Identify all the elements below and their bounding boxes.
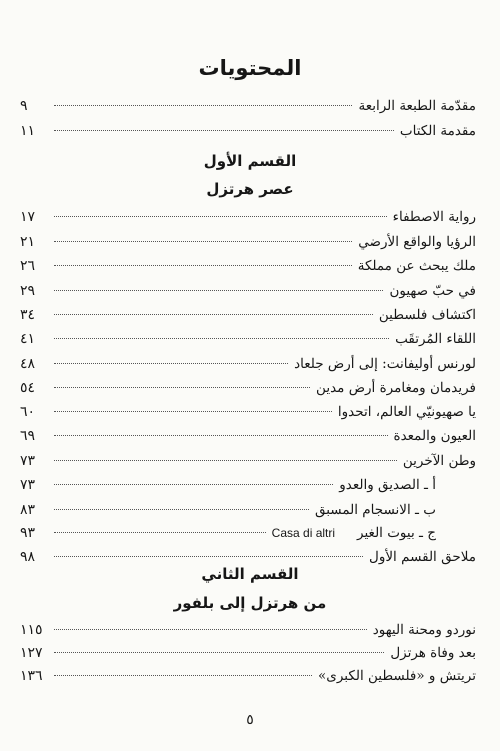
dot-leader [54, 216, 387, 217]
toc-entry [20, 232, 476, 252]
dot-leader [54, 411, 332, 412]
page-title: المحتويات [198, 56, 302, 80]
dot-leader [54, 290, 383, 291]
toc-entry [20, 643, 476, 663]
toc-entry-page: ٤٨ [20, 356, 36, 372]
dot-leader [54, 130, 394, 131]
dot-leader [54, 387, 310, 388]
toc-entry-label: اللقاء المُرتقَب [395, 331, 476, 347]
toc-entry-page: ٨٣ [20, 502, 36, 518]
toc-entry [20, 620, 476, 640]
dot-leader [54, 265, 352, 266]
page-number: ٥ [246, 712, 254, 728]
toc-entry-label: فريدمان ومغامرة أرض مدين [316, 380, 476, 396]
toc-entry [20, 426, 476, 446]
toc-entry-label: لورنس أوليفانت: إلى أرض جلعاد [294, 356, 476, 372]
toc-entry [20, 329, 476, 349]
toc-entry-page: ١٣٦ [20, 668, 43, 684]
dot-leader [54, 556, 363, 557]
toc-entry-label: مقدمة الكتاب [399, 123, 476, 139]
dot-leader [54, 338, 389, 339]
dot-leader [54, 629, 367, 630]
toc-entry-label: ملك يبحث عن مملكة [357, 258, 476, 274]
toc-entry-label: نوردو ومحنة اليهود [372, 622, 476, 638]
toc-entry-page: ١٧ [20, 209, 36, 225]
toc-entry-label: اكتشاف فلسطين [378, 307, 476, 323]
toc-subentry [20, 500, 476, 520]
toc-entry-page: ١١ [20, 123, 36, 139]
dot-leader [54, 363, 288, 364]
toc-entry-label: ج ـ بيوت الغير [357, 525, 436, 541]
toc-entry-page: ٩ [20, 98, 28, 114]
toc-entry [20, 96, 476, 116]
toc-entry [20, 547, 476, 567]
toc-entry-page: ٩٨ [20, 549, 36, 565]
dot-leader [54, 241, 352, 242]
toc-entry-page: ٢٩ [20, 283, 36, 299]
toc-entry-page: ٢١ [20, 234, 36, 250]
toc-entry [20, 402, 476, 422]
dot-leader [54, 460, 397, 461]
dot-leader [54, 652, 384, 653]
dot-leader [54, 532, 266, 533]
toc-entry-label: ملاحق القسم الأول [369, 549, 476, 565]
toc-entry [20, 281, 476, 301]
dot-leader [54, 105, 352, 106]
toc-entry-page: ٦٠ [20, 404, 36, 420]
toc-entry-label: ب ـ الانسجام المسبق [314, 502, 436, 518]
toc-entry-page: ٧٣ [20, 453, 36, 469]
dot-leader [54, 675, 312, 676]
toc-entry-latin-label: Casa di altri [271, 526, 336, 540]
toc-entry [20, 451, 476, 471]
toc-entry-page: ٦٩ [20, 428, 36, 444]
toc-entry-label: في حبّ صهيون [389, 283, 476, 299]
toc-entry [20, 256, 476, 276]
toc-subentry [20, 475, 476, 495]
toc-entry-page: ٥٤ [20, 380, 36, 396]
toc-entry [20, 207, 476, 227]
part-heading: القسم الثاني [201, 565, 299, 583]
toc-entry-label: بعد وفاة هرتزل [390, 645, 476, 661]
toc-entry-page: ١١٥ [20, 622, 43, 638]
toc-entry-label: الرؤيا والواقع الأرضي [358, 234, 476, 250]
toc-entry [20, 121, 476, 141]
toc-entry-label: أ ـ الصديق والعدو [339, 477, 436, 493]
toc-entry [20, 354, 476, 374]
toc-entry-page: ٣٤ [20, 307, 36, 323]
toc-entry-page: ٩٣ [20, 525, 36, 541]
part-subheading: عصر هرتزل [206, 180, 294, 198]
part-subheading: من هرتزل إلى بلفور [173, 594, 327, 612]
toc-entry-label: رواية الاصطفاء [392, 209, 476, 225]
toc-entry-label: مقدّمة الطبعة الرابعة [358, 98, 476, 114]
toc-entry-label: وطن الآخرين [402, 453, 476, 469]
dot-leader [54, 435, 388, 436]
toc-entry-label: العيون والمعدة [393, 428, 476, 444]
toc-subentry [20, 523, 476, 543]
dot-leader [54, 509, 309, 510]
toc-entry-page: ٢٦ [20, 258, 36, 274]
toc-entry [20, 378, 476, 398]
toc-entry-page: ١٢٧ [20, 645, 43, 661]
toc-entry [20, 305, 476, 325]
dot-leader [54, 314, 373, 315]
dot-leader [54, 484, 333, 485]
toc-entry-page: ٧٣ [20, 477, 36, 493]
toc-entry [20, 666, 476, 686]
toc-entry-label: تريتش و «فلسطين الكبرى» [318, 668, 476, 684]
toc-entry-label: يا صهيونيّي العالم، اتحدوا [337, 404, 476, 420]
toc-entry-page: ٤١ [20, 331, 36, 347]
part-heading: القسم الأول [203, 152, 297, 170]
